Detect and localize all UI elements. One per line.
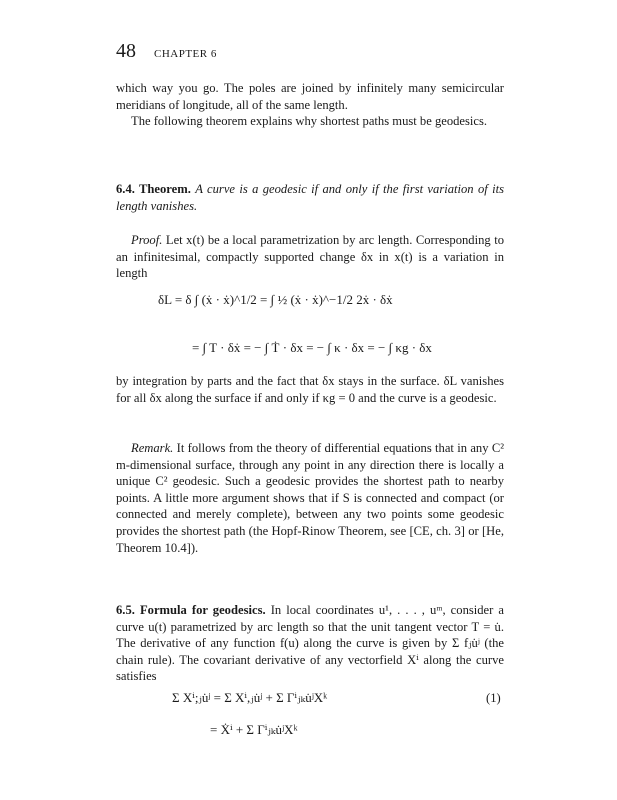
intro-paragraph-1: which way you go. The poles are joined by infinitely many semicircular meridians of longitude, all of the same length. (116, 81, 504, 112)
formula-label: 6.5. Formula for geodesics. (116, 603, 266, 617)
theorem-section (116, 181, 504, 214)
proof-label: Proof. (131, 233, 163, 247)
proof-conclusion-block (116, 373, 504, 406)
proof-equation-line-2: = ∫ T · δẋ = − ∫ Ṫ · δx = − ∫ κ · δx = − ∫ κg · δx (192, 340, 432, 355)
formula-equation-number: (1) (486, 691, 501, 705)
formula-equation-line-2: = Ẋⁱ + Σ Γⁱⱼₖu̇ʲXᵏ (210, 722, 298, 737)
proof-conclusion: by integration by parts and the fact that δx stays in the surface. δL vanishes for all δx along the surface if and only if κg = 0 and the curve is a geodesic. (116, 374, 504, 405)
theorem-statement: A curve is a geodesic if and only if the first variation of its length vanishes. (116, 182, 504, 213)
formula-equation-line-1: Σ Xⁱ;ⱼu̇ʲ = Σ Xⁱ,ⱼu̇ʲ + Σ Γⁱⱼₖu̇ʲXᵏ (172, 690, 328, 705)
remark-text: It follows from the theory of differential equations that in any C² m-dimensional surface, through any point in any direction there is locally a unique C² geodesic. Such a geodesic provides the shortest path to nearby points. A little more argument shows that if S is connected and compact (or connected and merely complete), between any two points some geodesic provides the shortest path (the Hopf-Rinow Theorem, see [CE, ch. 3] or [He, Theorem 10.4]). (116, 441, 504, 555)
intro-section (116, 80, 504, 130)
chapter-title: CHAPTER 6 (154, 48, 217, 60)
formula-section (116, 602, 504, 685)
page-header (116, 40, 504, 64)
proof-section (116, 232, 504, 282)
remark-label: Remark. (131, 441, 174, 455)
proof-equation-line-1: δL = δ ∫ (ẋ · ẋ)^1/2 = ∫ ½ (ẋ · ẋ)^−1/2 2ẋ · δẋ (158, 292, 393, 307)
page-number: 48 (116, 40, 136, 62)
remark-section (116, 440, 504, 556)
theorem-label: 6.4. Theorem. (116, 182, 191, 196)
intro-paragraph-2: The following theorem explains why shortest paths must be geodesics. (131, 114, 488, 129)
proof-text: Let x(t) be a local parametrization by arc length. Corresponding to an infinitesimal, compactly supported change δx in x(t) is a variation in length (116, 233, 504, 281)
formula-text: In local coordinates u¹, . . . , uᵐ, consider a curve u(t) parametrized by arc length so that the unit tangent vector T = u̇. The derivative of any function f(u) along the curve is given by Σ fⱼu̇ʲ (the chain rule). The covariant derivative of any vectorfield Xⁱ along the curve satisfies (116, 603, 504, 684)
